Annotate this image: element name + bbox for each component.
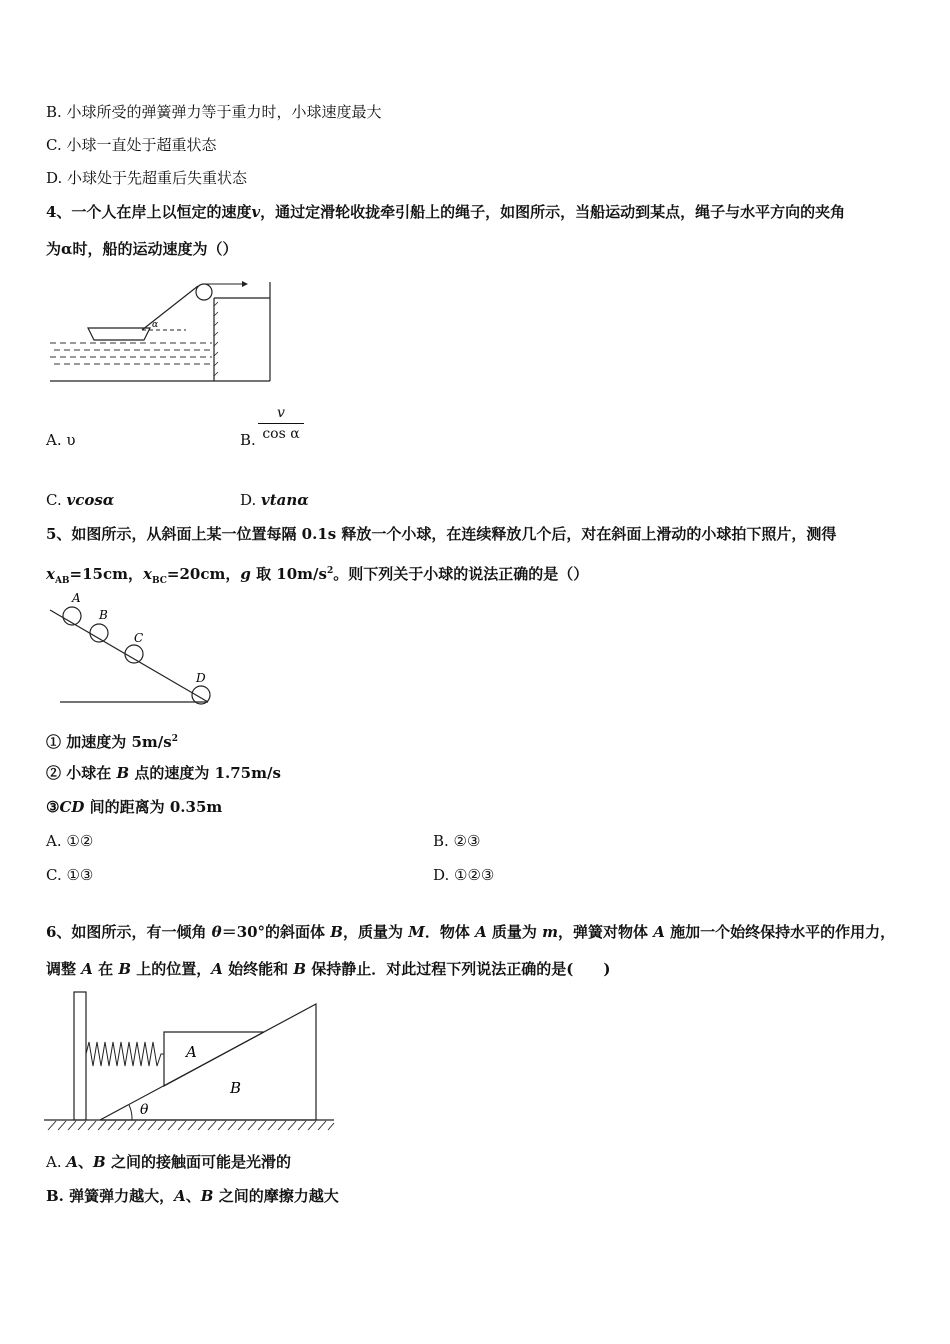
block-a <box>164 1032 264 1086</box>
label-theta: θ <box>140 1102 149 1118</box>
q5-statement-3: ③CD 间的距离为 0.35m <box>46 798 223 816</box>
q4-stem-line2: 为α时，船的运动速度为（） <box>46 240 238 258</box>
q5-stem-line1: 5、如图所示，从斜面上某一位置每隔 0.1s 释放一个小球，在连续释放几个后，对在斜面上滑动的小球拍下照片，测得 <box>46 525 837 543</box>
label-c: C <box>134 631 144 645</box>
q5-option-c: C. ①③ <box>46 866 94 884</box>
label-d: D <box>196 671 206 685</box>
spring <box>86 1042 164 1066</box>
label-block-b: B <box>230 1079 242 1097</box>
q6-option-a: A. A、B 之间的接触面可能是光滑的 <box>46 1153 291 1171</box>
ball-d <box>192 686 210 704</box>
q4-option-c: C. vcosα <box>46 491 115 509</box>
wall-post <box>74 992 86 1120</box>
q4-option-d: D. vtanα <box>240 491 309 509</box>
q4-option-b-prefix: B. <box>240 431 256 449</box>
q4-stem-line1: 4、一个人在岸上以恒定的速度v，通过定滑轮收拢牵引船上的绳子，如图所示，当船运动到某点，绳子与水平方向的夹角 <box>46 203 846 221</box>
q4-option-b-fraction <box>258 405 304 442</box>
q4-option-a: A. υ <box>46 431 76 449</box>
q6-stem-line1: 6、如图所示，有一倾角 θ＝30°的斜面体 B，质量为 M．物体 A 质量为 m，弹簧对物体 A 施加一个始终保持水平的作用力， <box>46 923 896 941</box>
alpha-label: α <box>152 320 159 330</box>
q5-statement-2: ② 小球在 B 点的速度为 1.75m/s <box>46 764 281 782</box>
q3-option-c: C. 小球一直处于超重状态 <box>46 136 217 154</box>
boat-pulley-figure <box>46 276 276 386</box>
q3-option-b: B. 小球所受的弹簧弹力等于重力时，小球速度最大 <box>46 103 382 121</box>
q3-option-d: D. 小球处于先超重后失重状态 <box>46 169 248 187</box>
label-a: A <box>72 591 81 605</box>
incline-balls-figure <box>46 588 216 708</box>
q5-option-d: D. ①②③ <box>433 866 495 884</box>
q5-statement-1: ① 加速度为 $5m/s^2$ <box>46 733 178 751</box>
ball-b <box>90 624 108 642</box>
label-block-a: A <box>186 1043 197 1061</box>
fraction-denominator: cos α <box>262 426 300 442</box>
ball-c <box>125 645 143 663</box>
q6-stem-line2: 调整 A 在 B 上的位置，A 始终能和 B 保持静止．对此过程下列说法正确的是( ) <box>46 960 611 978</box>
fraction-numerator: v <box>258 405 304 424</box>
q5-stem-line2: $x_{AB}=15cm$，$x_{BC}=20cm$，g 取 $10m/s^2$。则下列关于小球的说法正确的是（） <box>46 565 589 586</box>
q6-option-b: B. 弹簧弹力越大，A、B 之间的摩擦力越大 <box>46 1187 339 1205</box>
q5-option-b: B. ②③ <box>433 832 481 850</box>
label-b: B <box>99 608 108 622</box>
spring-incline-figure <box>44 990 336 1136</box>
q5-option-a: A. ①② <box>46 832 94 850</box>
